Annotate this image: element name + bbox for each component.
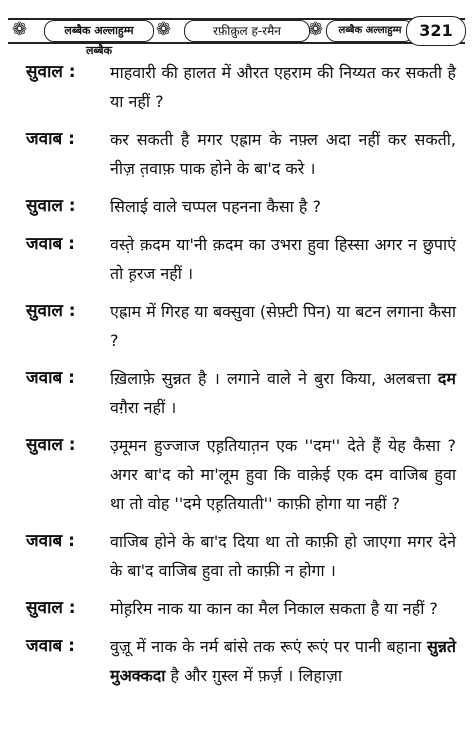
qa-entry bbox=[26, 192, 456, 221]
qa-entry bbox=[26, 594, 456, 623]
qa-entry bbox=[26, 230, 456, 288]
answer-tag: जवाब : bbox=[26, 531, 75, 551]
question-text: माहवारी की हालत में औरत एहराम की निय्यत कर सकती है या नहीं ? bbox=[110, 63, 456, 111]
header-rule-bottom bbox=[8, 42, 465, 44]
answer-text-bold: सुन्नते मुअक्कदा bbox=[110, 637, 456, 685]
qa-entry bbox=[26, 58, 456, 116]
answer-tag: जवाब : bbox=[26, 368, 75, 388]
qa-entry bbox=[26, 431, 456, 518]
answer-tag: जवाब : bbox=[26, 636, 75, 656]
header-title: रफ़ीक़ुल ह-रमैन bbox=[184, 20, 310, 42]
ornament-icon: ❁ bbox=[156, 19, 172, 40]
answer-text bbox=[110, 364, 456, 422]
ornament-icon: ❁ bbox=[12, 19, 28, 40]
question-tag: सुवाल : bbox=[26, 435, 76, 455]
answer-text: वाजिब होने के बा'द दिया था तो काफ़ी हो जाएगा मगर देने के बा'द वाजिब हुवा तो काफ़ी न होगा । bbox=[110, 532, 456, 580]
qa-content bbox=[26, 58, 456, 699]
answer-tag: जवाब : bbox=[26, 129, 75, 149]
answer-text-part: है और ग़ुस्ल में फ़र्ज़ । लिहाज़ा bbox=[165, 666, 343, 685]
question-text: मोह़रिम नाक या कान का मैल निकाल सकता है या नहीं ? bbox=[110, 599, 438, 618]
answer-tag: जवाब : bbox=[26, 234, 75, 254]
answer-text-part: ख़िलाफ़े सुन्नत है । लगाने वाले ने बुरा किया, अलबत्ता bbox=[110, 369, 438, 388]
answer-text-part: वुज़ू में नाक के नर्म बांसे तक रूएं रूएं पर पानी बहाना bbox=[110, 637, 427, 656]
qa-entry bbox=[26, 297, 456, 355]
question-tag: सुवाल : bbox=[26, 196, 76, 216]
qa-entry bbox=[26, 527, 456, 585]
question-text: सिलाई वाले चप्पल पहनना कैसा है ? bbox=[110, 197, 321, 216]
answer-text bbox=[110, 632, 456, 690]
question-text: उ़मूमन हुज्जाज एह़तियात़न एक ''दम'' देते हैं येह कैसा ? अगर बा'द को मा'लूम हुवा कि वाक़ेई एक दम वाजिब हुवा था तो वोह ''दमे एह़तियाती'' काफ़ी होगा या नहीं ? bbox=[110, 436, 456, 513]
qa-entry bbox=[26, 125, 456, 183]
question-tag: सुवाल : bbox=[26, 301, 76, 321]
qa-entry bbox=[26, 364, 456, 422]
header-right-label: लब्बैक अल्लाहुम्म bbox=[326, 20, 414, 42]
answer-text-part: वग़ैरा नहीं । bbox=[110, 398, 177, 417]
page-header bbox=[8, 8, 465, 57]
page-number: 321 bbox=[406, 16, 466, 46]
qa-entry bbox=[26, 632, 456, 690]
question-text: एह्राम में गिरह या बक्सुवा (सेफ़्टी पिन) या बटन लगाना कैसा ? bbox=[110, 302, 456, 350]
answer-text: वस्त़े क़दम या'नी क़दम का उभरा हुवा हिस्सा अगर न छुपाएं तो ह़रज नहीं । bbox=[110, 235, 456, 283]
question-tag: सुवाल : bbox=[26, 62, 76, 82]
header-left-label: लब्बैक अल्लाहुम्म लब्बैक bbox=[44, 20, 154, 42]
answer-text-bold: दम bbox=[437, 369, 456, 388]
answer-text: कर सकती है मगर एह्राम के नफ़्ल अदा नहीं कर सकती, नीज़ त़वाफ़ पाक होने के बा'द करे । bbox=[110, 130, 456, 178]
question-tag: सुवाल : bbox=[26, 598, 76, 618]
ornament-icon: ❁ bbox=[308, 19, 324, 40]
